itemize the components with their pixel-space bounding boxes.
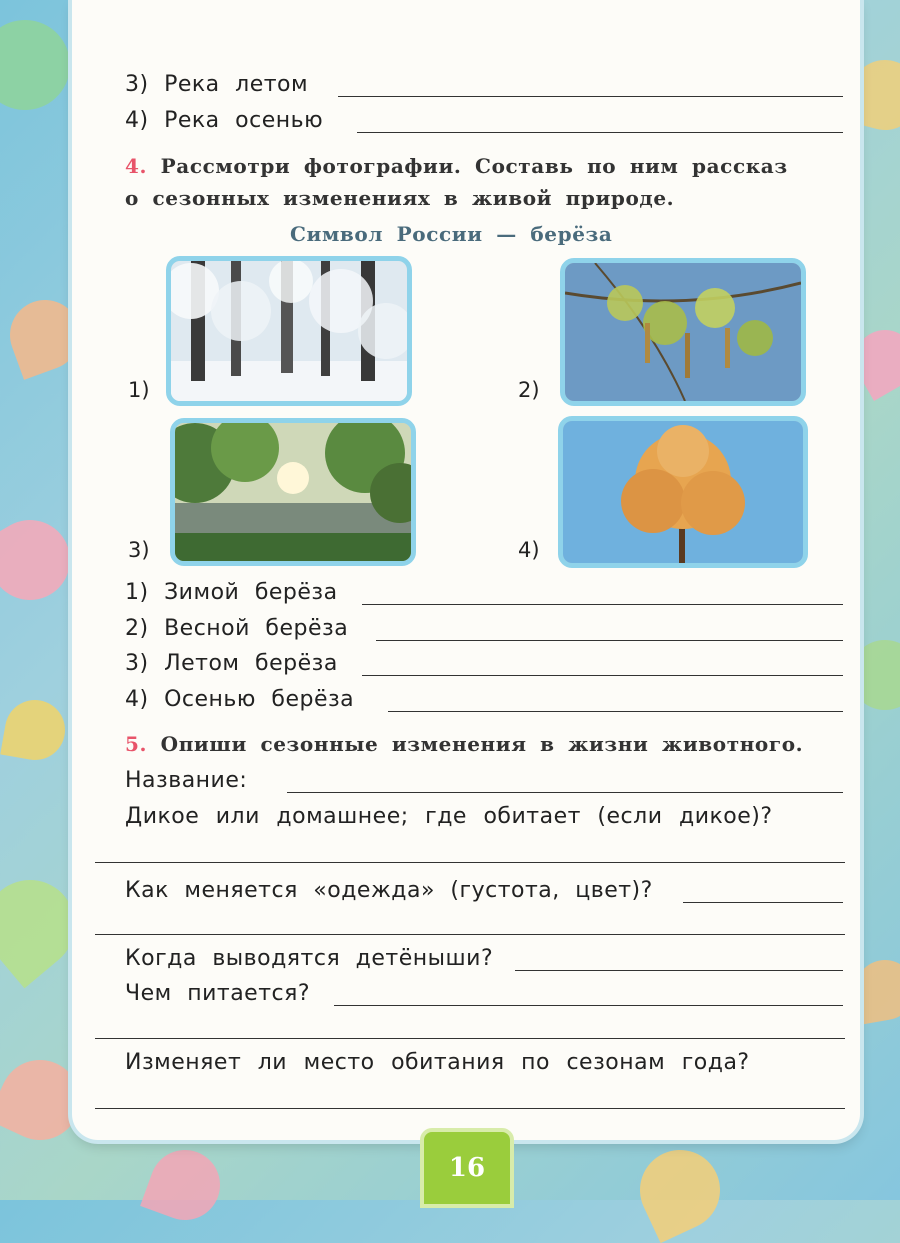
photo-summer-lake: [170, 418, 416, 566]
answer-line[interactable]: [95, 1108, 845, 1109]
answer-row-river-summer: [125, 72, 843, 97]
row-label: 1) Зимой берёза: [125, 580, 338, 605]
answer-line[interactable]: [683, 882, 843, 903]
answer-line[interactable]: [95, 862, 845, 863]
answer-line[interactable]: [357, 112, 843, 133]
row-label: Название:: [125, 768, 248, 793]
task-text-line1: Рассмотри фотографии. Составь по ним рассказ: [160, 154, 788, 178]
question-wild-or-domestic: Дикое или домашнее; где обитает (если дикое)?: [125, 804, 773, 829]
answer-line[interactable]: [287, 772, 843, 793]
task-5-instruction: [125, 728, 865, 760]
answer-line[interactable]: [334, 985, 843, 1006]
answer-row-fur-change: [125, 878, 843, 903]
answer-line[interactable]: [362, 655, 843, 676]
answer-line[interactable]: [95, 1038, 845, 1039]
answer-row-animal-name: [125, 768, 843, 793]
task-text-line2: о сезонных изменениях в живой природе.: [125, 186, 675, 210]
photo-number: 4): [518, 538, 540, 562]
row-label: 4) Река осенью: [125, 108, 324, 133]
answer-row-river-autumn: [125, 108, 843, 133]
row-label: 2) Весной берёза: [125, 616, 349, 641]
photo-number: 2): [518, 378, 540, 402]
section-subtitle: Символ России — берёза: [290, 222, 613, 246]
answer-line[interactable]: [388, 691, 843, 712]
photo-autumn-birch: [558, 416, 808, 568]
task-number: 4.: [125, 154, 148, 178]
answer-row-food: [125, 981, 843, 1006]
answer-line[interactable]: [376, 620, 843, 641]
photo-spring-catkins: [560, 258, 806, 406]
answer-line[interactable]: [362, 584, 843, 605]
photo-number: 1): [128, 378, 150, 402]
answer-row-birch-summer: [125, 651, 843, 676]
row-label: Как меняется «одежда» (густота, цвет)?: [125, 878, 653, 903]
answer-line[interactable]: [338, 76, 843, 97]
answer-row-offspring: [125, 946, 843, 971]
answer-row-birch-winter: [125, 580, 843, 605]
task-number: 5.: [125, 732, 148, 756]
answer-row-birch-spring: [125, 616, 843, 641]
answer-line[interactable]: [95, 934, 845, 935]
answer-row-birch-autumn: [125, 687, 843, 712]
row-label: 3) Летом берёза: [125, 651, 338, 676]
row-label: 3) Река летом: [125, 72, 309, 97]
task-text: Опиши сезонные изменения в жизни животного.: [160, 732, 804, 756]
photo-number: 3): [128, 538, 150, 562]
question-habitat-change: Изменяет ли место обитания по сезонам года?: [125, 1050, 750, 1075]
task-4-instruction: [125, 150, 865, 214]
row-label: Чем питается?: [125, 981, 311, 1006]
answer-line[interactable]: [515, 950, 843, 971]
photo-winter-birches: [166, 256, 412, 406]
row-label: Когда выводятся детёныши?: [125, 946, 494, 971]
row-label: 4) Осенью берёза: [125, 687, 355, 712]
page-number: 16: [420, 1128, 514, 1208]
